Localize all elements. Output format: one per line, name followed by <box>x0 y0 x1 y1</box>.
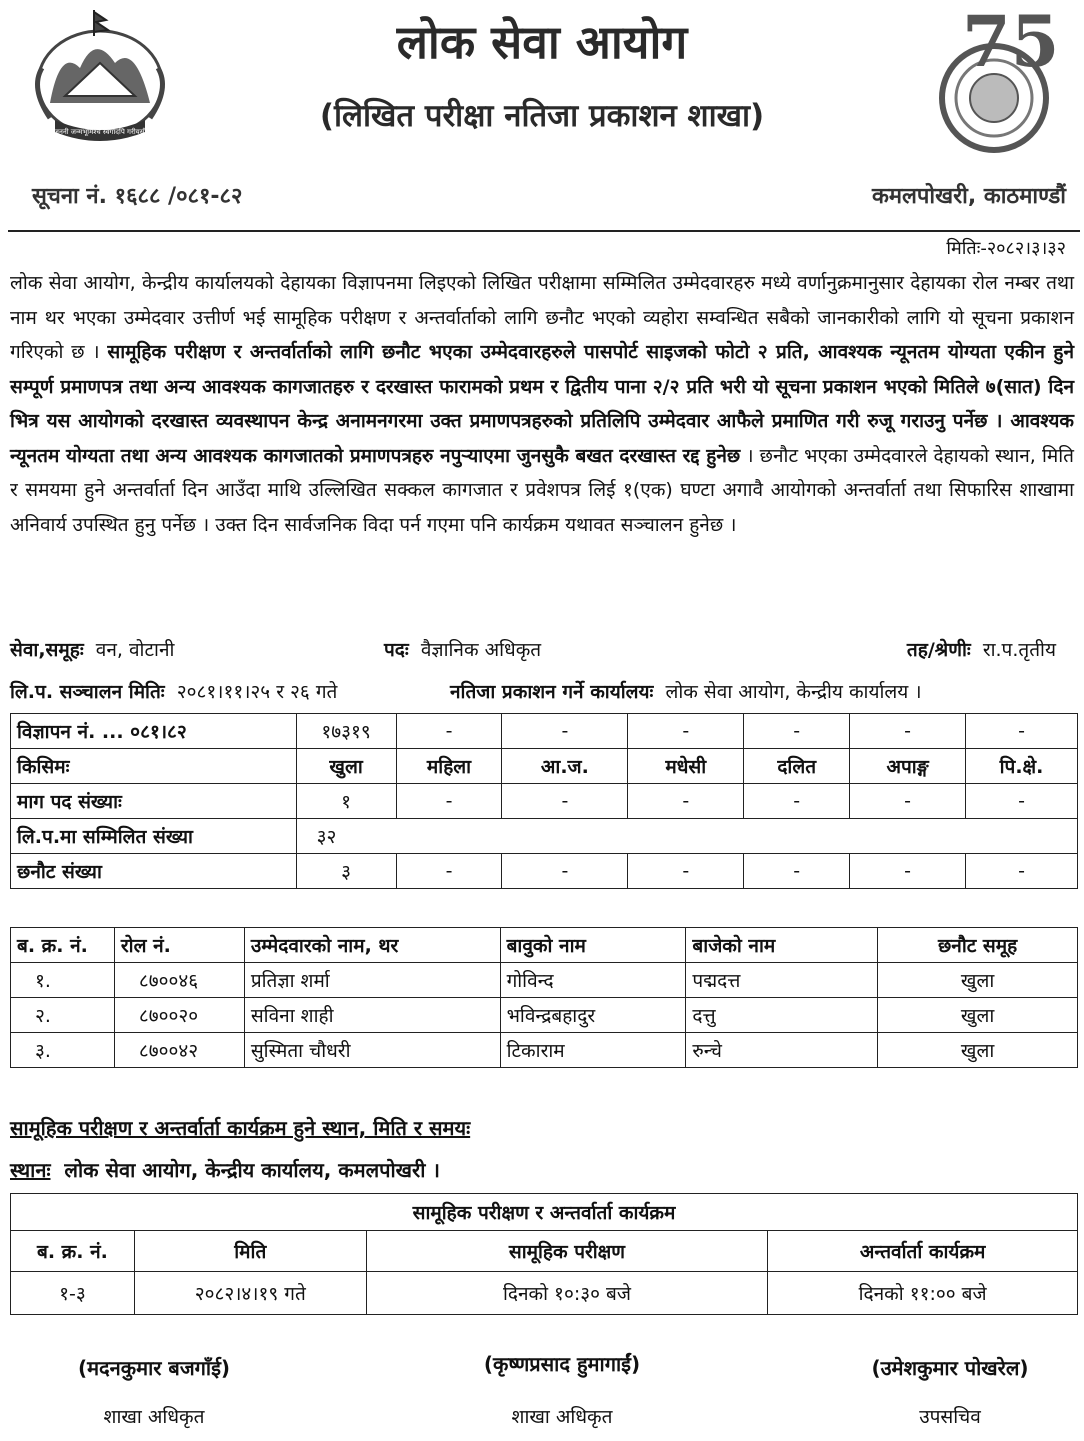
signature-block <box>800 1354 1084 1429</box>
signatory-name: (उमेशकुमार पोखरेल) <box>871 1356 1029 1380</box>
header-divider <box>8 230 1080 232</box>
venue-line: स्थानः लोक सेवा आयोग, केन्द्रीय कार्यालय, कमलपोखरी । <box>10 1158 440 1182</box>
office-field: नतिजा प्रकाशन गर्ने कार्यालयः लोक सेवा आयोग, केन्द्रीय कार्यालय । <box>450 681 922 703</box>
signature-block <box>4 1354 304 1429</box>
notice-number: सूचना नं. १६८८ /०८१-८२ <box>32 184 243 209</box>
vacancy-table <box>10 713 1078 889</box>
program-heading: सामूहिक परीक्षण र अन्तर्वार्ता कार्यक्रम हुने स्थान, मिति र समयः <box>10 1116 471 1140</box>
table-row: २. ८७००२० सविना शाही भविन्द्रबहादुर दत्तु खुला <box>11 998 1078 1033</box>
table-row: ३. ८७००४२ सुस्मिता चौधरी टिकाराम रुन्चे खुला <box>11 1033 1078 1068</box>
signatory-name: (मदनकुमार बजगाँई) <box>77 1356 231 1380</box>
signatory-post: शाखा अधिकृत <box>511 1406 613 1428</box>
table-header-row: ब. क्र. नं. मिति सामूहिक परीक्षण अन्तर्वार्ता कार्यक्रम <box>11 1231 1078 1272</box>
result-table <box>10 927 1078 1068</box>
table-row: १. ८७००४६ प्रतिज्ञा शर्मा गोविन्द पद्मदत्त खुला <box>11 963 1078 998</box>
signatory-name: (कृष्णप्रसाद हुमागाईं) <box>483 1352 641 1376</box>
program-table <box>10 1193 1078 1315</box>
exam-date-field: लि.प. सञ्चालन मितिः २०८१।११।२५ र २६ गते <box>10 681 338 703</box>
para-interview-note: । छनौट भएका उम्मेदवारले देहायको स्थान, मिति र समयमा हुने अन्तर्वार्ता दिन आउँदा माथि उल्लिखित सक्कल कागजात र प्रवेशपत्र लिई १(एक) घण्टा अगावै आयोगको अन्तर्वार्ता तथा सिफारिस शाखामा अनिवार्य उपस्थित हुनु पर्नेछ । उक्त दिन सार्वजनिक विदा पर्न गएमा पनि कार्यक्रम यथावत सञ्चालन हुनेछ । <box>10 444 1074 536</box>
table-row: छनौट संख्या ३ - - - - - - <box>11 854 1078 889</box>
signatory-post: शाखा अधिकृत <box>103 1406 205 1428</box>
table-title-row: सामूहिक परीक्षण र अन्तर्वार्ता कार्यक्रम <box>11 1194 1078 1231</box>
service-field: सेवा,समूहः वन, वोटानी <box>10 639 175 661</box>
table-header-row: ब. क्र. नं. रोल नं. उम्मेदवारको नाम, थर बावुको नाम बाजेको नाम छनौट समूह <box>11 928 1078 963</box>
svg-text:75: 75 <box>962 6 1060 83</box>
notice-paragraph <box>10 266 1074 542</box>
level-field: तह/श्रेणीः रा.प.तृतीय <box>906 639 1056 661</box>
para-instructions: सामूहिक परीक्षण र अन्तर्वार्ताको लागि छनौट भएका उम्मेदवारहरुले पासपोर्ट साइजको फोटो २ प्रति, आवश्यक न्यूनतम योग्यता एकीन हुने सम्पूर्ण प्रमाणपत्र तथा अन्य आवश्यक कागजातहरु र दरखास्त फारामको प्रथम र द्वितीय पाना २/२ प्रति भरी यो सूचना प्रकाशन भएको मितिले ७(सात) दिन भित्र यस आयोगको दरखास्त व्यवस्थापन केन्द्र अनामनगरमा उक्त प्रमाणपत्रहरुको प्रतिलिपि उम्मेदवार आफैले प्रमाणित गरी रुजू गराउनु पर्नेछ । आवश्यक न्यूनतम योग्यता तथा अन्य आवश्यक कागजातको प्रमाणपत्रहरु नपुर्‍याएमा जुनसुकै बखत दरखास्त रद्द हुनेछ <box>10 341 1074 467</box>
notice-date: मितिः-२०८२।३।३२ <box>946 238 1066 259</box>
office-location: कमलपोखरी, काठमाण्डौं <box>871 184 1066 209</box>
signature-block <box>412 1350 712 1429</box>
signatory-post: उपसचिव <box>919 1406 981 1428</box>
table-row: किसिमः खुला महिला आ.ज. मधेसी दलित अपाङ्ग पि.क्षे. <box>11 749 1078 784</box>
para-intro: लोक सेवा आयोग, केन्द्रीय कार्यालयको देहायका विज्ञापनमा लिइएको लिखित परीक्षामा सम्मिलित उम्मेदवारहरु मध्ये वर्णानुक्रमानुसार देहायका रोल नम्बर तथा नाम थर भएका उम्मेदवार उत्तीर्ण भई सामूहिक परीक्षण र अन्तर्वार्ताको लागि छनौट भएको व्यहोरा सम्वन्धित सबैको जानकारीको लागि यो सूचना प्रकाशन गरिएको छ । <box>10 272 1074 363</box>
post-field: पदः वैज्ञानिक अधिकृत <box>384 639 542 661</box>
table-row: लि.प.मा सम्मिलित संख्या ३२ <box>11 819 1078 854</box>
table-row: १-३ २०८२।४।१९ गते दिनको १०:३० बजे दिनको ११:०० बजे <box>11 1272 1078 1315</box>
page-subtitle: (लिखित परीक्षा नतिजा प्रकाशन शाखा) <box>319 98 765 134</box>
svg-text:जननी जन्मभूमिश्च स्वर्गादपि गर: जननी जन्मभूमिश्च स्वर्गादपि गरीयसी <box>53 128 147 136</box>
page-title: लोक सेवा आयोग <box>396 15 688 69</box>
table-row: माग पद संख्याः १ - - - - - - <box>11 784 1078 819</box>
table-row: विज्ञापन नं. ... ०८१।८२ १७३१९ - - - - - - <box>11 714 1078 749</box>
